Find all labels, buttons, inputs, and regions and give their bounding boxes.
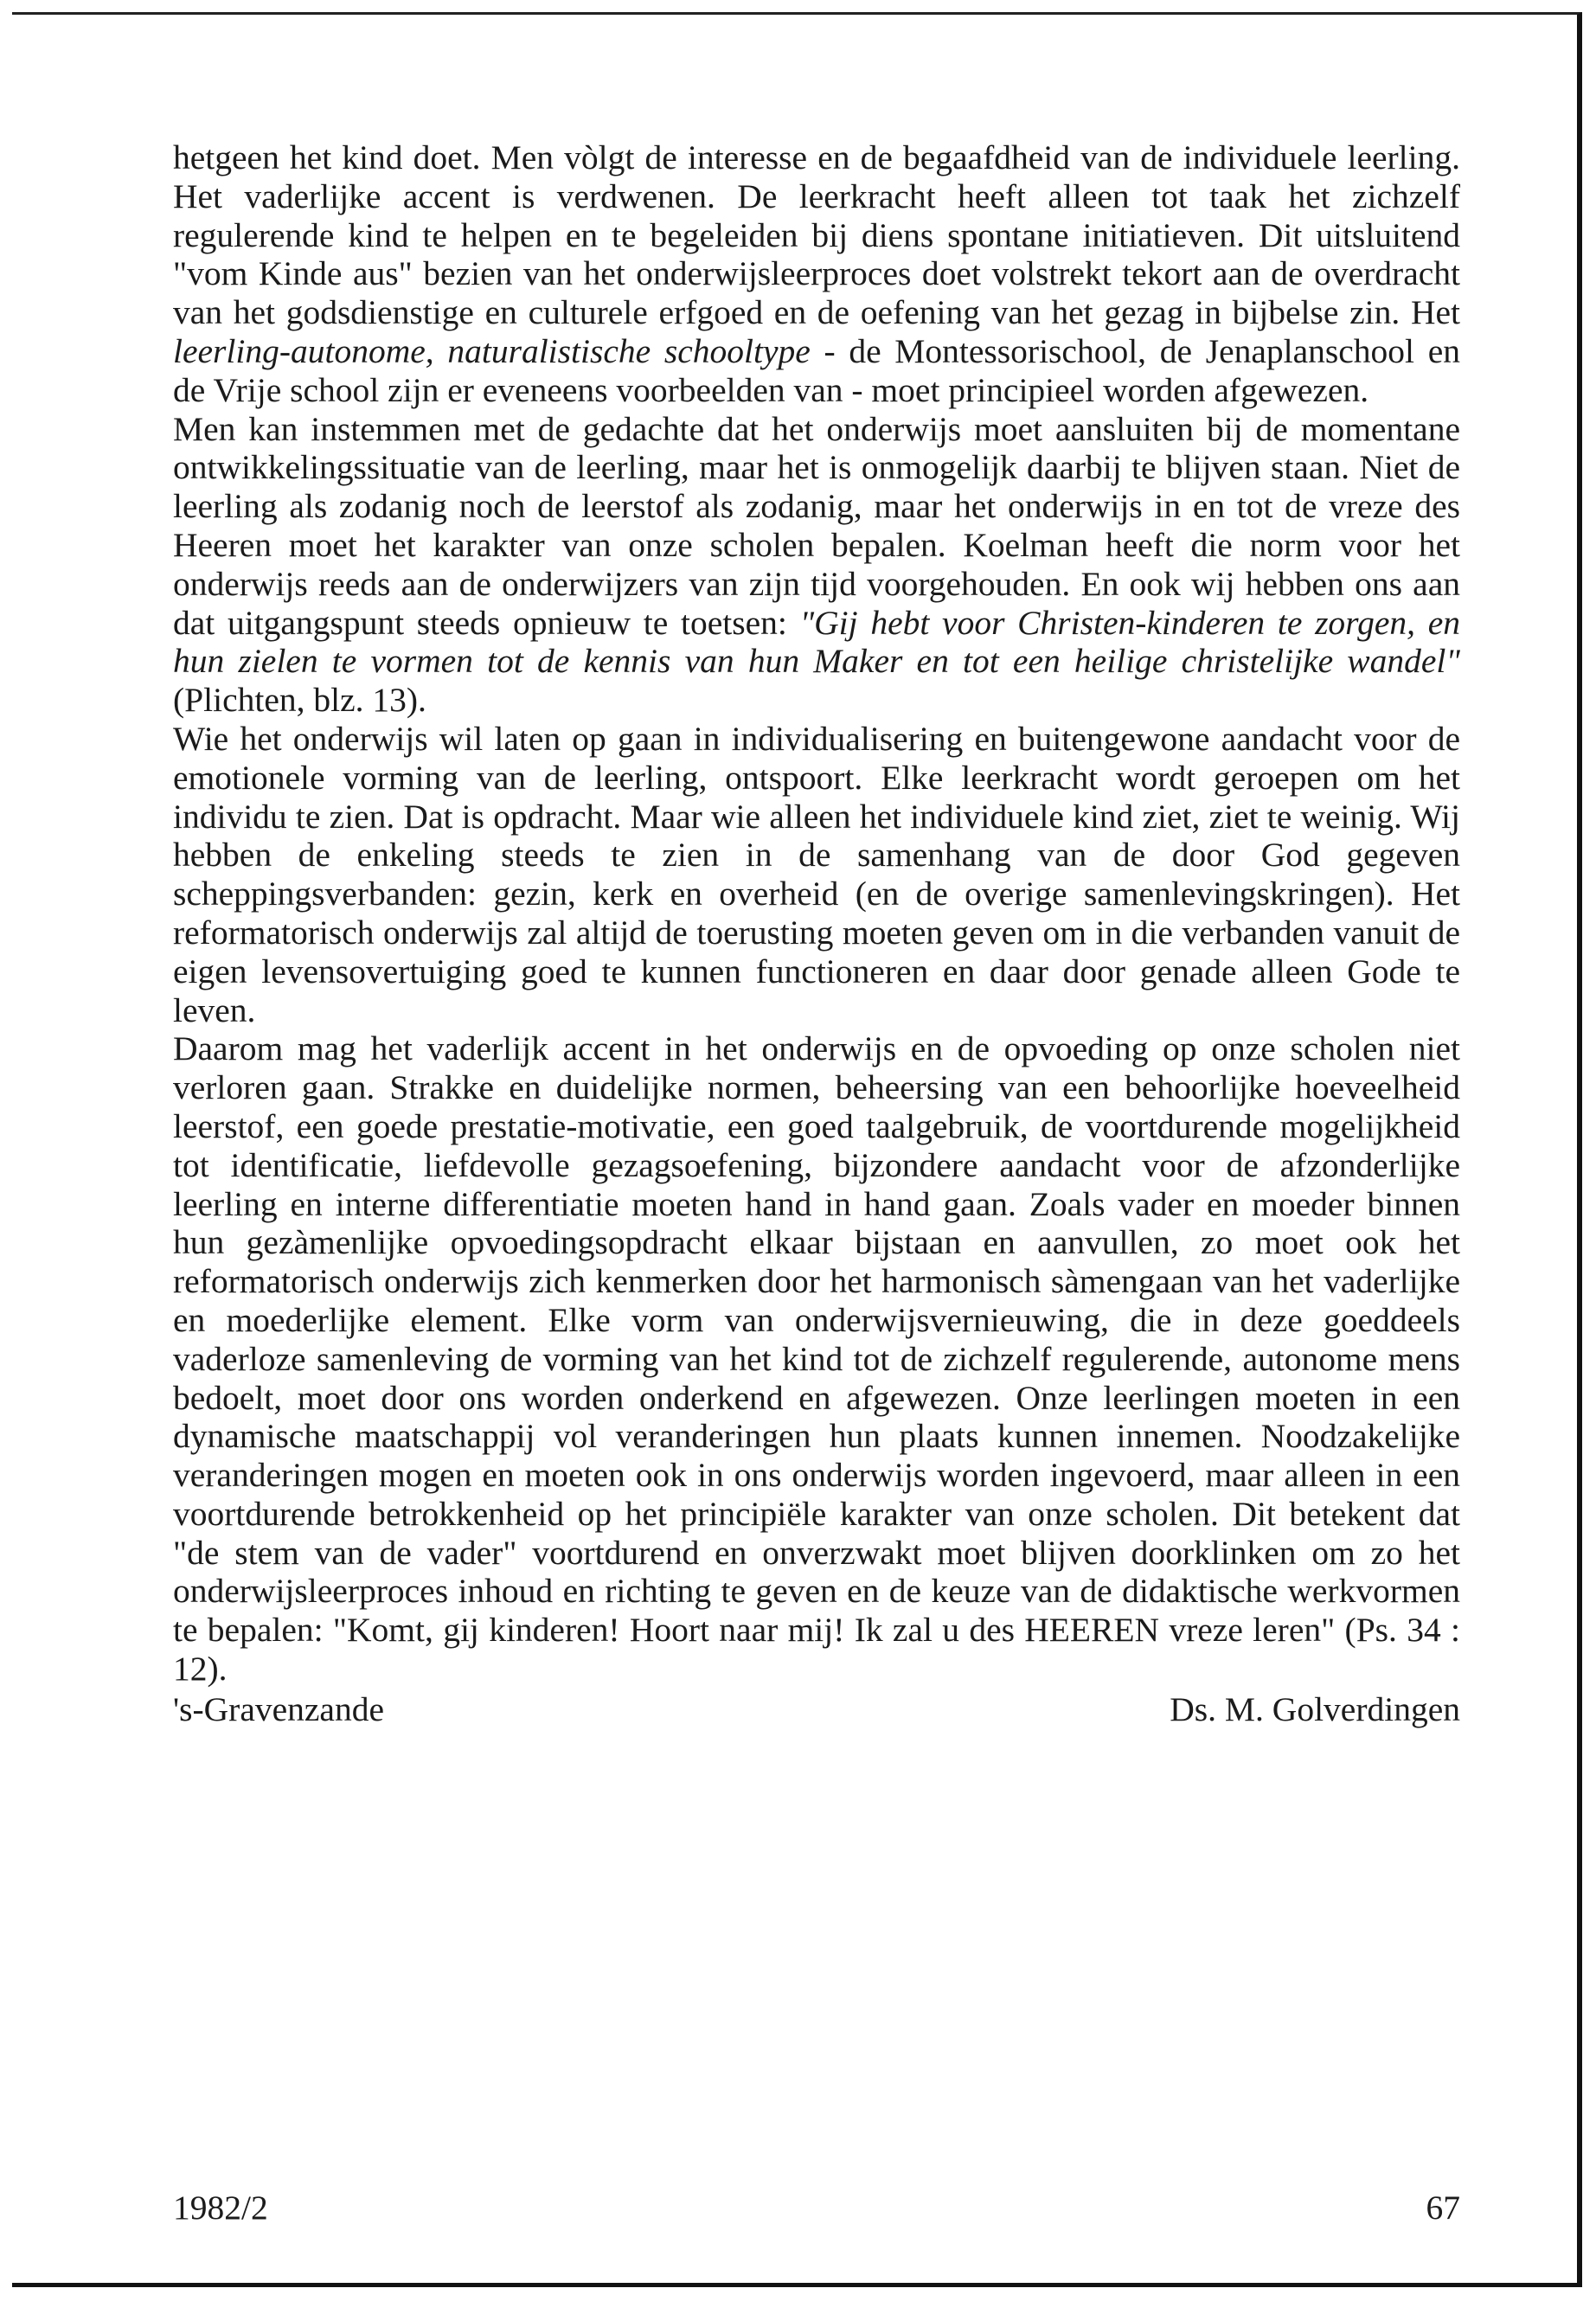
paragraph-quote: "Gij hebt voor Christen-kinderen te zorgen, en hun zielen te vormen tot de kennis van hun Maker en tot een heilige christelijke wandel" [173, 603, 1460, 681]
paragraph [173, 720, 1460, 1029]
issue-number: 1982/2 [173, 2189, 268, 2227]
paragraph-text: hetgeen het kind doet. Men vòlgt de interesse en de begaafdheid van de individuele leerling. Het vaderlijke accent is verdwenen. De leerkracht heeft alleen tot taak het zichzelf regulerende kind te helpen en te begeleiden bij diens spontane initiatieven. Dit uitsluitend "vom Kinde aus" bezien van het onderwijsleerproces doet volstrekt tekort aan de overdracht van het godsdienstige en culturele erfgoed en de oefening van het gezag in bijbelse zin. Het [173, 138, 1460, 332]
paragraph-text: Daarom mag het vaderlijk accent in het onderwijs en de opvoeding op onze scholen niet verloren gaan. Strakke en duidelijke normen, beheersing van een behoorlijke hoeveelheid leerstof, een goede prestatie-motivatie, een goed taalgebruik, de voortdurende mogelijkheid tot identificatie, liefdevolle gezagsoefening, bijzondere aandacht voor de afzonderlijke leerling en interne differentiatie moeten hand in hand gaan. Zoals vader en moeder binnen hun gezàmenlijke opvoedingsopdracht elkaar bijstaan en aanvullen, zo moet ook het reformatorisch onderwijs zich kenmerken door het harmonisch sàmengaan van het vaderlijke en moederlijke element. Elke vorm van onderwijsvernieuwing, die in deze goeddeels vaderloze samenleving de vorming van het kind tot de zichzelf regulerende, autonome mens bedoelt, moet door ons worden onderkend en afgewezen. Onze leerlingen moeten in een dynamische maatschappij vol veranderingen hun plaats kunnen innemen. Noodzakelijke veranderingen mogen en moeten ook in ons onderwijs worden ingevoerd, maar alleen in een voortdurende betrokkenheid op het principiële karakter van onze scholen. Dit betekent dat "de stem van de vader" voortdurend en onverzwakt moet blijven doorklinken om zo het onderwijsleerproces inhoud en richting te geven en de keuze van de didaktische werkvormen te bepalen: "Komt, gij kinderen! Hoort naar mij! Ik zal u des HEEREN vreze leren" (Ps. 34 : 12). [173, 1029, 1460, 1689]
paragraph [173, 410, 1460, 720]
paragraph [173, 138, 1460, 410]
signature-author: Ds. M. Golverdingen [1170, 1689, 1460, 1728]
signature-line [173, 1690, 1460, 1729]
signature-place: 's-Gravenzande [173, 1689, 384, 1728]
paragraph-text: (Plichten, blz. 13). [173, 681, 426, 720]
paragraph [173, 1029, 1460, 1689]
paragraph-text: Wie het onderwijs wil laten op gaan in individualisering en buitengewone aandacht voor de emotionele vorming van de leerling, ontspoort. Elke leerkracht wordt geroepen om het individu te zien. Dat is opdracht. Maar wie alleen het individuele kind ziet, ziet te weinig. Wij hebben de enkeling steeds te zien in de samenhang van de door God gegeven scheppingsverbanden: gezin, kerk en overheid (en de overige samenlevingskringen). Het reformatorisch onderwijs zal altijd de toerusting moeten geven om in die verbanden vanuit de eigen levensovertuiging goed te kunnen functioneren en daar door genade alleen Gode te leven. [173, 719, 1460, 1029]
page-footer [173, 2189, 1460, 2227]
article-body [173, 138, 1460, 1729]
paragraph-emphasis: leerling-autonome, naturalistische schooltype [173, 331, 811, 370]
page-number: 67 [1426, 2189, 1460, 2227]
paragraph-text: Men kan instemmen met de gedachte dat het onderwijs moet aansluiten bij de momentane ontwikkelingssituatie van de leerling, maar het is onmogelijk daarbij te blijven staan. Niet de leerling als zodanig noch de leerstof als zodanig, maar het onderwijs in en tot de vreze des Heeren moet het karakter van onze scholen bepalen. Koelman heeft die norm voor het onderwijs reeds aan de onderwijzers van zijn tijd voorgehouden. En ook wij hebben ons aan dat uitgangspunt steeds opnieuw te toetsen: [173, 409, 1460, 642]
paragraph-text: - de Montessorischool, de Jenaplanschool en de Vrije school zijn er eveneens voorbeelden van - moet principieel worden afgewezen. [173, 331, 1461, 409]
